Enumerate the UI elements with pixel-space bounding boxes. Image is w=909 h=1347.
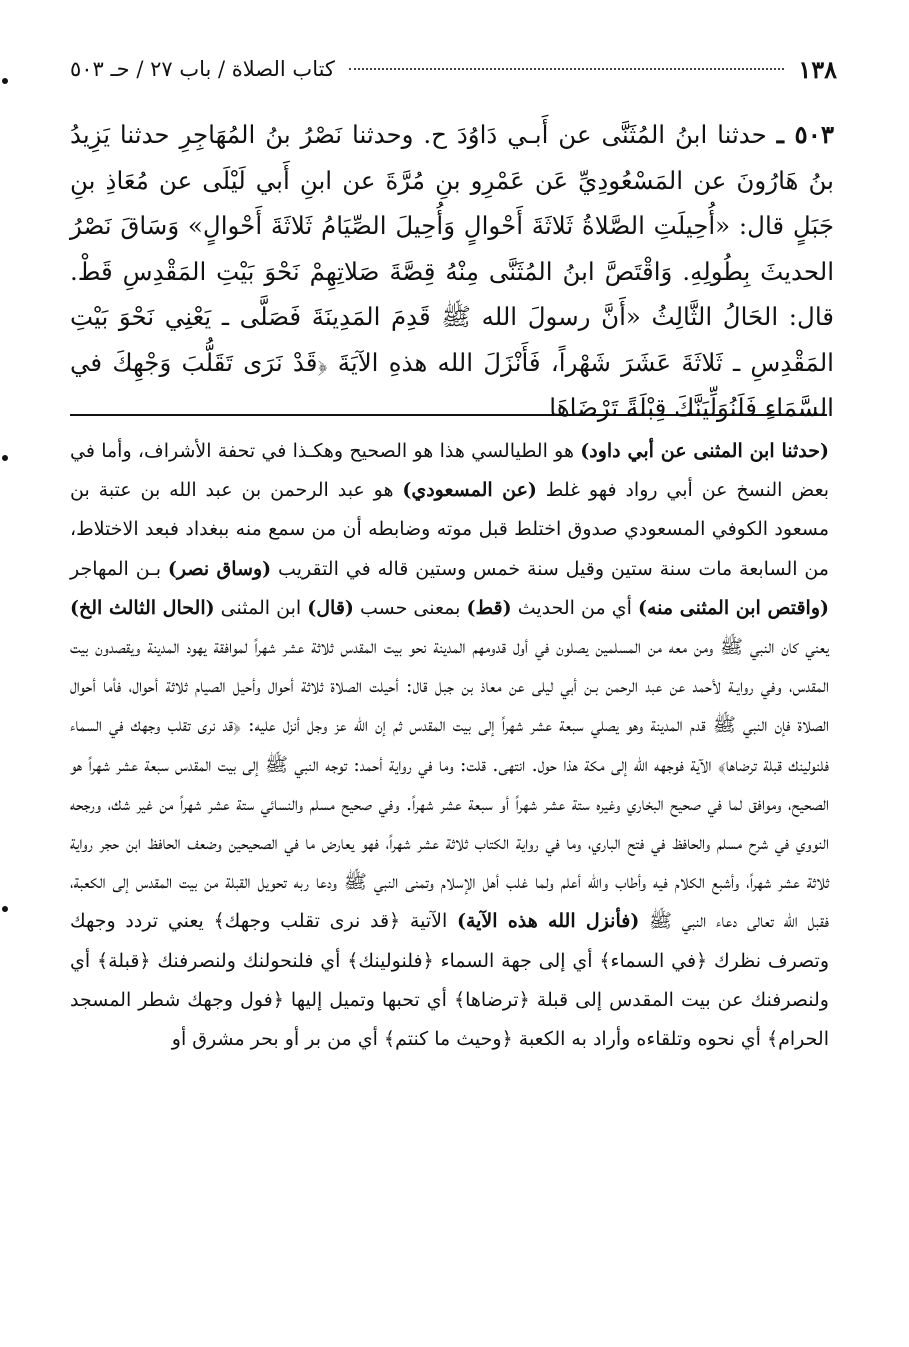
- header-dotted-leader: [349, 68, 784, 70]
- commentary-run: هو عبد الرحمن بن عبد الله بن عتبة بن مسعود الكوفي المسعودي صدوق اختلط قبل موته وضابطه أن من سمع منه ببغداد فبعد الاختلاط، من السابعة مات سنة ستين وقيل سنة خمس وستين قاله في التقريب: [70, 479, 829, 580]
- page-number: ١٣٨: [798, 54, 837, 84]
- commentary-run: بـن المهاجر: [70, 557, 168, 580]
- commentary-run: ابن المثنى: [214, 596, 308, 619]
- commentary-quote: (فأنزل الله هذه الآية): [456, 910, 640, 933]
- commentary-text: [70, 432, 829, 1059]
- footnote-divider: [70, 414, 827, 416]
- commentary-quote: (عن المسعودي): [402, 479, 537, 502]
- page-header: [70, 52, 837, 86]
- commentary-quote: (وساق نصر): [167, 557, 272, 580]
- commentary-run: الآتية ﴿قد نرى تقلب وجهك﴾ يعني تردد وجهك وتصرف نظرك ﴿في السماء﴾ أي إلى جهة السماء ﴿فلنولينك﴾ أي فلنحولنك ولنصرفنك ﴿قبلة﴾ أي ولنصرفنك عن بيت المقدس إلى قبلة ﴿ترضاها﴾ أي تحبها وتميل إليها ﴿فول وجهك شطر المسجد الحرام﴾ أي نحوه وتلقاءه وأراد به الكعبة ﴿وحيث ما كنتم﴾ أي من بر أو بحر مشرق أو: [70, 910, 829, 1051]
- commentary-run: يعني كان النبي ﷺ ومن معه من المسلمين يصلون في أول قدومهم المدينة نحو بيت المقدس ثلاثة عشر شهراً لموافقة يهود المدينة ويقصدون بيت المقدس، وفي روايـة لأحمد عن عبد الرحمن بـن أبي ليلى عن معاذ بن جبل قال: أحيلت الصلاة ثلاثة أحوال وأحيل الصيام ثلاثة أحوال، فأما أحوال الصلاة فإن النبي ﷺ قدم المدينة وهو يصلي سبعة عشر شهراً إلى بيت المقدس ثم إن الله عز وجل أنزل عليه: ﴿قد نرى تقلب وجهك في السماء فلنولينك قبلة ترضاها﴾ الآية فوجهه الله إلى مكة هذا حول. انتهى. قلت: وما في رواية أحمد: توجه النبي ﷺ إلى بيت المقدس سبعة عشر شهراً هو الصحيح، وموافق لما في صحيح البخاري وغيره ستة عشر شهراً أو سبعة عشر شهراً. وفي صحيح مسلم والنسائي ستة عشر شهراً من غير شك، ورجحه النووي في شرح مسلم والحافظ في فتح الباري، وما في رواية الكتاب ثلاثة عشر شهراً، فهو يعارض ما في الصحيحين وضعف الحافظ ابن حجر رواية ثلاثة عشر شهراً، وأشبع الكلام فيه وأطاب والله أعلم ولما غلب أهل الإسلام وتمنى النبي ﷺ ودعا ربه تحويل القبلة من بيت المقدس إلى الكعبة، فقبل الله تعالى دعاء النبي ﷺ: [70, 636, 829, 933]
- commentary-quote: (واقتص ابن المثنى منه): [638, 596, 829, 619]
- margin-mark: [2, 906, 8, 912]
- commentary-quote: (الحال الثالث الخ): [70, 596, 215, 619]
- commentary-run: بمعنى حسب: [353, 596, 467, 619]
- hadith-text: [70, 112, 834, 431]
- margin-mark: [2, 78, 8, 84]
- commentary-run: هو الطيالسي هذا هو الصحيح وهكـذا في تحفة الأشراف، وأما في بعض النسخ عن أبي رواد فهو غلط: [70, 440, 830, 502]
- running-title: كتاب الصلاة / باب ٢٧ / حـ ٥٠٣: [70, 57, 335, 81]
- commentary-quote: (حدثنا ابن المثنى عن أبي داود): [580, 440, 829, 462]
- commentary-quote: (قط): [466, 596, 512, 619]
- hadith-body: حدثنا ابنُ المُثَنَّى عن أَبـي دَاوُدَ ح. وحدثنا نَصْرُ بنُ المُهَاجِرِ حدثنا يَزِيدُ بنُ هَارُونَ عن المَسْعُودِيِّ عَن عَمْرِو بنِ مُرَّةَ عن ابنِ أَبي لَيْلَى عن مُعَاذِ بنِ جَبَلٍ قال: «أُحِيلَتِ الصَّلاةُ ثَلاثَةَ أَحْوالٍ وَأُحِيلَ الصِّيَامُ ثَلاثَةَ أَحْوالٍ» وَسَاقَ نَصْرُ الحديثَ بِطُولِهِ. وَاقْتَصَّ ابنُ المُثَنَّى مِنْهُ قِصَّةَ صَلاتِهِمْ نَحْوَ بَيْتِ المَقْدِسِ قَطْ. قال: الحَالُ الثَّالِثُ «أَنَّ رسولَ الله ﷺ قَدِمَ المَدِينَةَ فَصَلَّى ـ يَعْنِي نَحْوَ بَيْتِ المَقْدِسِ ـ ثَلاثَةَ عَشَرَ شَهْراً، فَأَنْزَلَ الله هذهِ الآيَةَ ﴿قَدْ نَرَى تَقَلُّبَ وَجْهِكَ في السَّمَاءِ فَلَنُوَلِّيَنَّكَ قِبْلَةً تَرْضَاهَا: [70, 120, 834, 422]
- commentary-quote: (قال): [307, 596, 354, 619]
- hadith-number: ٥٠٣ ـ: [776, 120, 835, 149]
- commentary-run: أي من الحديث: [511, 596, 638, 619]
- margin-mark: [2, 455, 8, 461]
